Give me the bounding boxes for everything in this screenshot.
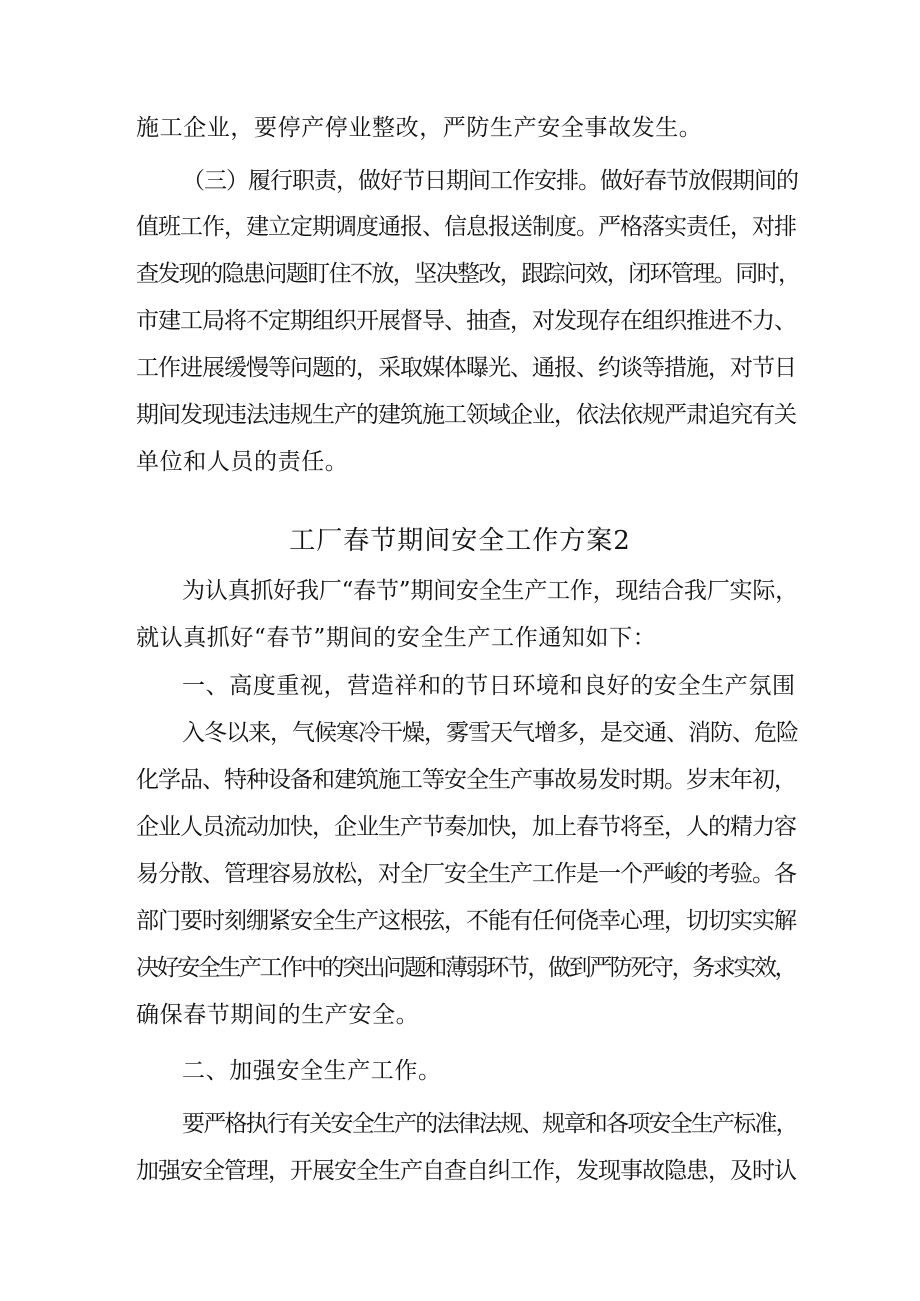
section-3-line: 单位和人员的责任。	[136, 449, 349, 475]
intro-line: 就认真抓好“春节”期间的安全生产工作通知如下：	[136, 625, 657, 651]
intro-line: 为认真抓好我厂“春节”期间安全生产工作，现结合我厂实际，	[182, 578, 798, 604]
section-3-line: 查发现的隐患问题盯住不放，坚决整改，跟踪问效，闭环管理。同时，	[136, 261, 800, 287]
section-3-line: 市建工局将不定期组织开展督导、抽查，对发现存在组织推进不力、	[136, 308, 796, 334]
section-3-line: 工作进展缓慢等问题的，采取媒体曝光、通报、约谈等措施，对节日	[136, 355, 796, 381]
paragraph-line: 决好安全生产工作中的突出问题和薄弱环节，做到严防死守，务求实效，	[136, 955, 796, 981]
paragraph-line: 加强安全管理，开展安全生产自查自纠工作，发现事故隐患，及时认	[136, 1158, 796, 1184]
section-heading: 一、高度重视，营造祥和的节日环境和良好的安全生产氛围	[182, 673, 796, 699]
section-3-line: 期间发现违法违规生产的建筑施工领域企业，依法依规严肃追究有关	[136, 402, 796, 428]
paragraph-line: 部门要时刻绷紧安全生产这根弦，不能有任何侥幸心理，切切实实解	[136, 908, 796, 934]
paragraph-line: 确保春节期间的生产安全。	[136, 1002, 420, 1028]
paragraph-line: 易分散、管理容易放松，对全厂安全生产工作是一个严峻的考验。各	[136, 861, 796, 887]
paragraph-line: 企业人员流动加快，企业生产节奏加快，加上春节将至，人的精力容	[136, 814, 796, 840]
section-heading: 二、加强安全生产工作。	[182, 1058, 442, 1084]
paragraph-line: 化学品、特种设备和建筑施工等安全生产事故易发时期。岁末年初，	[136, 767, 796, 793]
section-3-line: （三）履行职责，做好节日期间工作安排。做好春节放假期间的	[182, 168, 798, 194]
paragraph-line: 要严格执行有关安全生产的法律法规、规章和各项安全生产标准，	[182, 1111, 797, 1137]
text-line: 施工企业，要停产停业整改，严防生产安全事故发生。	[136, 115, 703, 141]
paragraph-line: 入冬以来，气候寒冷干燥，雾雪天气增多，是交通、消防、危险	[182, 720, 798, 746]
section-3-line: 值班工作，建立定期调度通报、信息报送制度。严格落实责任，对排	[136, 214, 796, 240]
document-title: 工厂春节期间安全工作方案2	[289, 526, 631, 556]
